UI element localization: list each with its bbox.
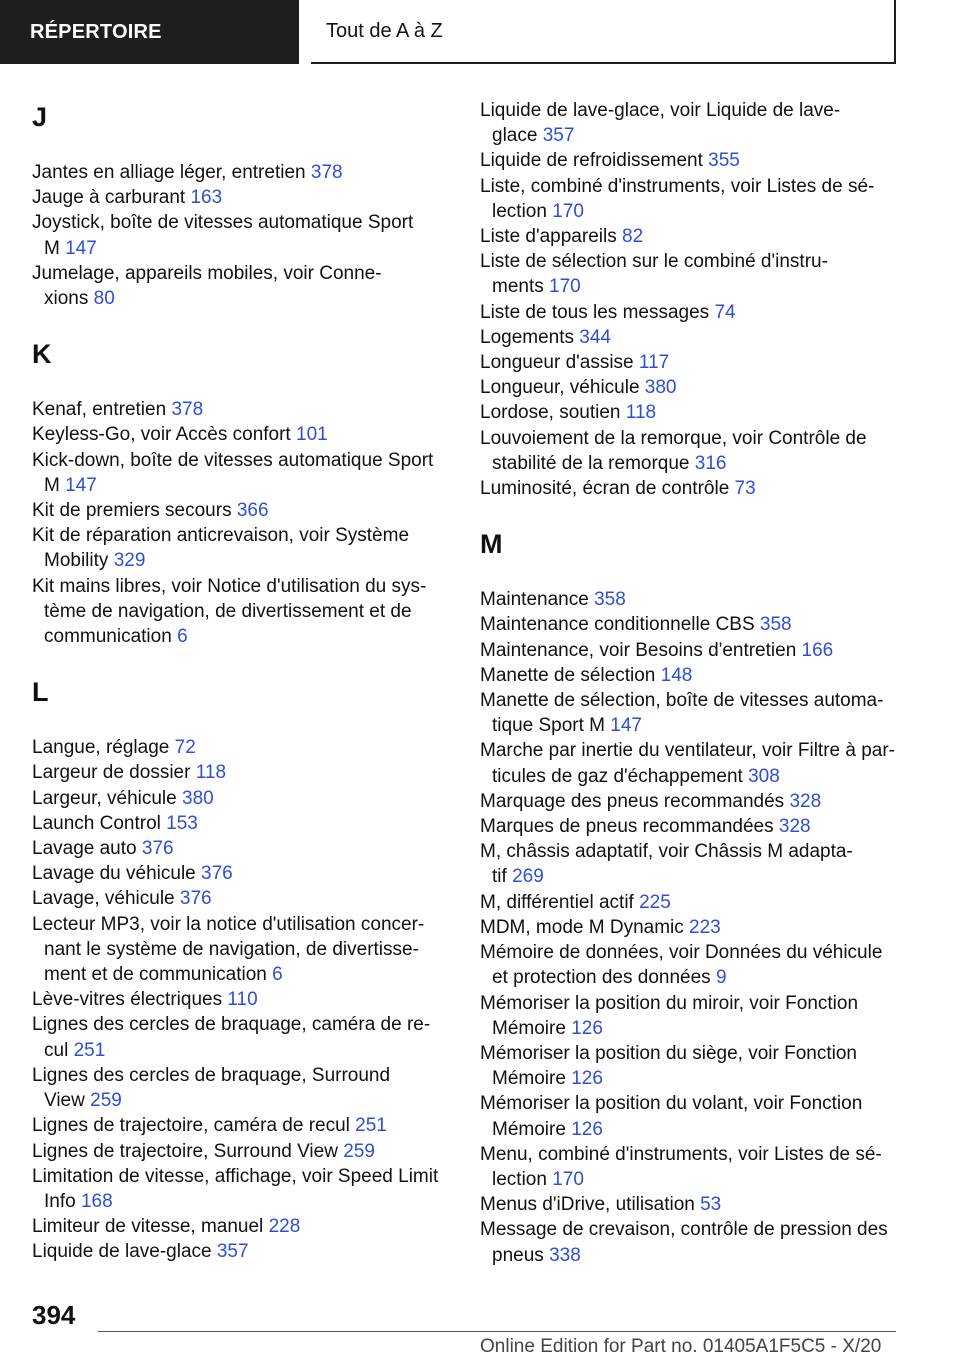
index-entry: [480, 400, 900, 425]
index-entry-text: cul: [44, 1039, 69, 1061]
index-entry-text: Langue, réglage: [32, 737, 170, 759]
index-entry-text: Lignes de trajectoire, caméra de recul: [32, 1115, 350, 1137]
page-reference-link[interactable]: 259: [343, 1140, 375, 1162]
index-entry: [32, 912, 452, 988]
index-entry-text: Menus d'iDrive, utilisation: [480, 1194, 695, 1216]
index-entry-text: et protection des données: [492, 967, 711, 989]
index-entry-text: Mémoire de données, voir Données du véhicule: [480, 942, 883, 964]
page-reference-link[interactable]: 168: [80, 1190, 113, 1212]
index-entry: [480, 688, 900, 738]
index-entry-text: Lignes de trajectoire, Surround View: [32, 1140, 338, 1162]
index-entry: [32, 1139, 452, 1164]
index-entry-text: Luminosité, écran de contrôle: [480, 478, 730, 500]
section-gap: [32, 311, 452, 335]
index-entry-text: Menu, combiné d'instruments, voir Listes de sé-: [480, 1143, 882, 1165]
index-entry-text: Louvoiement de la remorque, voir Contrôle de: [480, 427, 867, 449]
index-entry: [32, 422, 452, 447]
index-entry-text: Manette de sélection, boîte de vitesses automa-: [480, 690, 884, 712]
page-reference-link[interactable]: 170: [552, 1168, 584, 1190]
index-entry: [32, 261, 452, 311]
index-entry-text: Kick-down, boîte de vitesses automatique Sport: [32, 449, 434, 471]
index-letter-heading: L: [32, 677, 49, 708]
page-reference-link[interactable]: 163: [190, 187, 223, 209]
page-reference-link[interactable]: 6: [272, 964, 283, 986]
index-column-left: [32, 98, 452, 1265]
index-entry-text: Kit mains libres, voir Notice d'utilisation du sys-: [32, 575, 427, 597]
index-entry: [480, 814, 900, 839]
index-entry-text: Jumelage, appareils mobiles, voir Conne-: [32, 262, 382, 284]
index-entry: [32, 448, 452, 498]
index-entry-text: Mémoriser la position du miroir, voir Fonction: [480, 992, 859, 1014]
index-entry: [480, 1192, 900, 1217]
index-entry-text: Mémoire: [492, 1118, 566, 1140]
page-reference-link[interactable]: 147: [610, 715, 642, 737]
index-entry: [32, 397, 452, 422]
index-entry-text: Liquide de refroidissement: [480, 150, 703, 172]
index-entry-text: xions: [44, 288, 89, 310]
page-reference-link[interactable]: 147: [65, 237, 97, 259]
index-entry: [32, 836, 452, 861]
index-entry-text: Maintenance, voir Besoins d'entretien: [480, 639, 797, 661]
index-entry-text: M: [44, 237, 60, 259]
page-reference-link[interactable]: 126: [571, 1017, 603, 1039]
page-reference-link[interactable]: 316: [694, 452, 727, 474]
index-entry-text: Mémoire: [492, 1068, 566, 1090]
index-entry-text: Lecteur MP3, voir la notice d'utilisation concer-: [32, 913, 425, 935]
index-entry-text: ment et de communication: [44, 964, 267, 986]
index-entry-text: ticules de gaz d'échappement: [492, 765, 743, 787]
index-entry-text: Lignes des cercles de braquage, Surround: [32, 1064, 391, 1086]
page-reference-link[interactable]: 74: [714, 301, 736, 323]
page-reference-link[interactable]: 357: [542, 125, 575, 147]
index-entry-text: Largeur de dossier: [32, 762, 191, 784]
page-reference-link[interactable]: 225: [639, 891, 671, 913]
index-entry-text: tique Sport M: [492, 715, 605, 737]
index-entry-text: Lavage, véhicule: [32, 888, 175, 910]
index-entry: [480, 1041, 900, 1091]
page-reference-link[interactable]: 166: [801, 639, 834, 661]
index-entry: [480, 890, 900, 915]
page-reference-link[interactable]: 344: [579, 326, 611, 348]
index-entry: [480, 1217, 900, 1267]
page-reference-link[interactable]: 328: [789, 790, 822, 812]
page-reference-link[interactable]: 269: [512, 866, 544, 888]
page-reference-link[interactable]: 308: [748, 765, 780, 787]
page-reference-link[interactable]: 170: [549, 276, 581, 298]
index-entry-text: Kit de premiers secours: [32, 500, 232, 522]
index-entry-text: Marquage des pneus recommandés: [480, 790, 785, 812]
page-reference-link[interactable]: 355: [708, 150, 740, 172]
index-entry: [480, 325, 900, 350]
index-entry-text: Longueur, véhicule: [480, 377, 640, 399]
index-entry-text: Liste de sélection sur le combiné d'instru-: [480, 251, 828, 273]
page-reference-link[interactable]: 73: [734, 478, 756, 500]
page-reference-link[interactable]: 126: [571, 1118, 603, 1140]
index-entry-text: Liquide de lave-glace: [32, 1241, 212, 1263]
index-entry: [32, 1164, 452, 1214]
index-entry-text: Lordose, soutien: [480, 402, 621, 424]
page-reference-link[interactable]: 126: [571, 1068, 603, 1090]
page-reference-link[interactable]: 223: [689, 916, 721, 938]
index-entry-text: Jantes en alliage léger, entretien: [32, 162, 306, 183]
page-reference-link[interactable]: 82: [622, 226, 644, 248]
index-entry-text: Liste, combiné d'instruments, voir Listes de sé-: [480, 175, 875, 197]
index-entry: [480, 375, 900, 400]
index-entry: [480, 991, 900, 1041]
index-entry-text: Maintenance: [480, 589, 589, 611]
index-entry: [480, 476, 900, 501]
page-reference-link[interactable]: 117: [638, 352, 670, 374]
page-reference-link[interactable]: 118: [625, 402, 657, 424]
index-entry-text: Kit de réparation anticrevaison, voir Système: [32, 525, 410, 547]
index-entry: [480, 1142, 900, 1192]
index-entry: [480, 612, 900, 637]
index-entry-text: M, différentiel actif: [480, 891, 634, 913]
index-entry-text: lection: [492, 200, 547, 222]
page-reference-link[interactable]: 110: [227, 989, 258, 1011]
index-entry-text: Launch Control: [32, 812, 161, 834]
index-entry: [32, 574, 452, 650]
page-reference-link[interactable]: 251: [73, 1039, 106, 1061]
index-entry-text: Logements: [480, 326, 575, 348]
index-entry-text: Lavage auto: [32, 838, 137, 860]
footer-divider: [98, 1331, 896, 1332]
index-entry-text: Keyless-Go, voir Accès confort: [32, 424, 291, 446]
page-reference-link[interactable]: 6: [177, 626, 188, 648]
index-entry: [32, 185, 452, 210]
index-entry-text: Limiteur de vitesse, manuel: [32, 1216, 264, 1238]
index-entry: [32, 210, 452, 260]
index-entry: [480, 148, 900, 173]
index-entry-text: Mémoire: [492, 1017, 566, 1039]
index-entry-text: M: [44, 474, 60, 496]
index-entry-text: Largeur, véhicule: [32, 787, 177, 809]
index-entry-text: Info: [44, 1190, 76, 1212]
index-entry: [480, 839, 900, 889]
index-entry-text: glace: [492, 125, 538, 147]
index-entry: [480, 249, 900, 299]
page-reference-link[interactable]: 9: [715, 967, 727, 989]
index-entry: [480, 638, 900, 663]
index-entry-text: View: [44, 1090, 85, 1112]
index-entry: [480, 587, 900, 612]
index-entry-text: Kenaf, entretien: [32, 399, 167, 421]
index-entry: [32, 786, 452, 811]
index-column-right: [480, 98, 900, 1268]
page-reference-link[interactable]: 80: [93, 288, 115, 310]
page-reference-link[interactable]: 358: [759, 614, 792, 636]
page-header: [0, 0, 960, 66]
index-entry: [32, 886, 452, 911]
index-entry: [32, 160, 452, 185]
index-entry-text: M, châssis adaptatif, voir Châssis M adapta-: [480, 841, 853, 863]
index-entry-text: Manette de sélection: [480, 664, 656, 686]
index-entry-text: tème de navigation, de divertissement et de: [44, 600, 412, 622]
footer-band: [480, 1333, 900, 1362]
page-reference-link[interactable]: 328: [778, 816, 811, 838]
page-reference-link[interactable]: 376: [201, 863, 233, 885]
index-entry: [480, 174, 900, 224]
index-entry-text: Liquide de lave-glace, voir Liquide de lave-: [480, 100, 841, 121]
page-reference-link[interactable]: 72: [174, 737, 196, 759]
section-gap: [480, 501, 900, 525]
page-reference-link[interactable]: 366: [236, 500, 269, 522]
index-entry-text: Marques de pneus recommandées: [480, 816, 774, 838]
index-entry-text: Mémoriser la position du siège, voir Fonction: [480, 1042, 858, 1064]
index-entry-text: Joystick, boîte de vitesses automatique Sport: [32, 212, 414, 234]
index-entry: [480, 350, 900, 375]
index-entry-text: Maintenance conditionnelle CBS: [480, 614, 755, 636]
index-letter-heading: K: [32, 339, 52, 370]
index-entry-text: tif: [492, 866, 507, 888]
index-entry-text: Lavage du véhicule: [32, 863, 196, 885]
index-entry-text: pneus: [492, 1244, 544, 1266]
page-reference-link[interactable]: 259: [90, 1090, 122, 1112]
index-entry: [32, 811, 452, 836]
index-entry-text: lection: [492, 1168, 547, 1190]
index-entry-text: ments: [492, 276, 544, 298]
page-reference-link[interactable]: 147: [65, 474, 97, 496]
page-reference-link[interactable]: 380: [644, 377, 677, 399]
index-entry: [32, 735, 452, 760]
page-reference-link[interactable]: 378: [171, 399, 204, 421]
index-entry-text: nant le système de navigation, de divertisse-: [44, 938, 419, 960]
index-entry: [480, 1091, 900, 1141]
section-gap: [32, 649, 452, 673]
index-entry: [480, 789, 900, 814]
index-entry-text: MDM, mode M Dynamic: [480, 916, 684, 938]
index-entry: [32, 1239, 452, 1264]
index-entry: [480, 98, 900, 148]
index-entry: [480, 738, 900, 788]
page-reference-link[interactable]: 153: [166, 812, 198, 834]
page-reference-link[interactable]: 376: [141, 838, 174, 860]
index-entry-text: stabilité de la remorque: [492, 452, 690, 474]
page-number: 394: [32, 1300, 76, 1330]
section-tab[interactable]: RÉPERTOIRE: [0, 0, 299, 64]
page-reference-link[interactable]: 380: [182, 787, 214, 809]
page-reference-link[interactable]: 170: [552, 200, 584, 222]
index-entry-text: Lève-vitres électriques: [32, 989, 223, 1011]
index-entry: [32, 1012, 452, 1062]
index-entry-text: Mémoriser la position du volant, voir Fonction: [480, 1093, 863, 1115]
page-reference-link[interactable]: 338: [549, 1244, 581, 1266]
index-entry-text: Message de crevaison, contrôle de pression des: [480, 1219, 888, 1241]
index-entry: [32, 498, 452, 523]
index-entry: [480, 663, 900, 688]
index-entry-text: Lignes des cercles de braquage, caméra de re-: [32, 1014, 431, 1036]
index-entry: [32, 523, 452, 573]
index-entry-text: Longueur d'assise: [480, 352, 634, 374]
page-reference-link[interactable]: 357: [216, 1241, 249, 1263]
edition-text: Online Edition for Part no. 01405A1F5C5 - X/20: [480, 1336, 882, 1357]
page-reference-link[interactable]: 118: [195, 762, 227, 784]
index-entry: [480, 300, 900, 325]
index-entry: [32, 1063, 452, 1113]
index-entry: [32, 861, 452, 886]
index-entry-text: Marche par inertie du ventilateur, voir Filtre à par-: [480, 740, 896, 762]
index-entry-text: Liste de tous les messages: [480, 301, 710, 323]
index-entry: [32, 1113, 452, 1138]
page-reference-link[interactable]: 376: [179, 888, 212, 910]
index-entry-text: Limitation de vitesse, affichage, voir Speed Limit: [32, 1165, 439, 1187]
index-letter-heading: J: [32, 102, 48, 132]
index-entry-text: Liste d'appareils: [480, 226, 617, 248]
index-entry: [32, 760, 452, 785]
index-entry: [480, 940, 900, 990]
page-reference-link[interactable]: 378: [310, 162, 343, 183]
page-reference-link[interactable]: 251: [355, 1115, 387, 1137]
page-reference-link[interactable]: 148: [660, 664, 693, 686]
index-entry: [480, 426, 900, 476]
subsection-tab[interactable]: Tout de A à Z: [311, 0, 896, 64]
index-letter-heading: M: [480, 529, 503, 560]
page-reference-link[interactable]: 228: [268, 1216, 301, 1238]
index-entry: [32, 1214, 452, 1239]
page-reference-link[interactable]: 53: [700, 1194, 722, 1216]
index-entry: [480, 915, 900, 940]
index-entry: [32, 987, 452, 1012]
index-entry-text: Mobility: [44, 550, 109, 572]
page-reference-link[interactable]: 358: [594, 589, 626, 611]
index-entry-text: Jauge à carburant: [32, 187, 186, 209]
page-reference-link[interactable]: 101: [296, 424, 328, 446]
page-reference-link[interactable]: 329: [113, 550, 146, 572]
index-entry: [480, 224, 900, 249]
index-entry-text: communication: [44, 626, 172, 648]
